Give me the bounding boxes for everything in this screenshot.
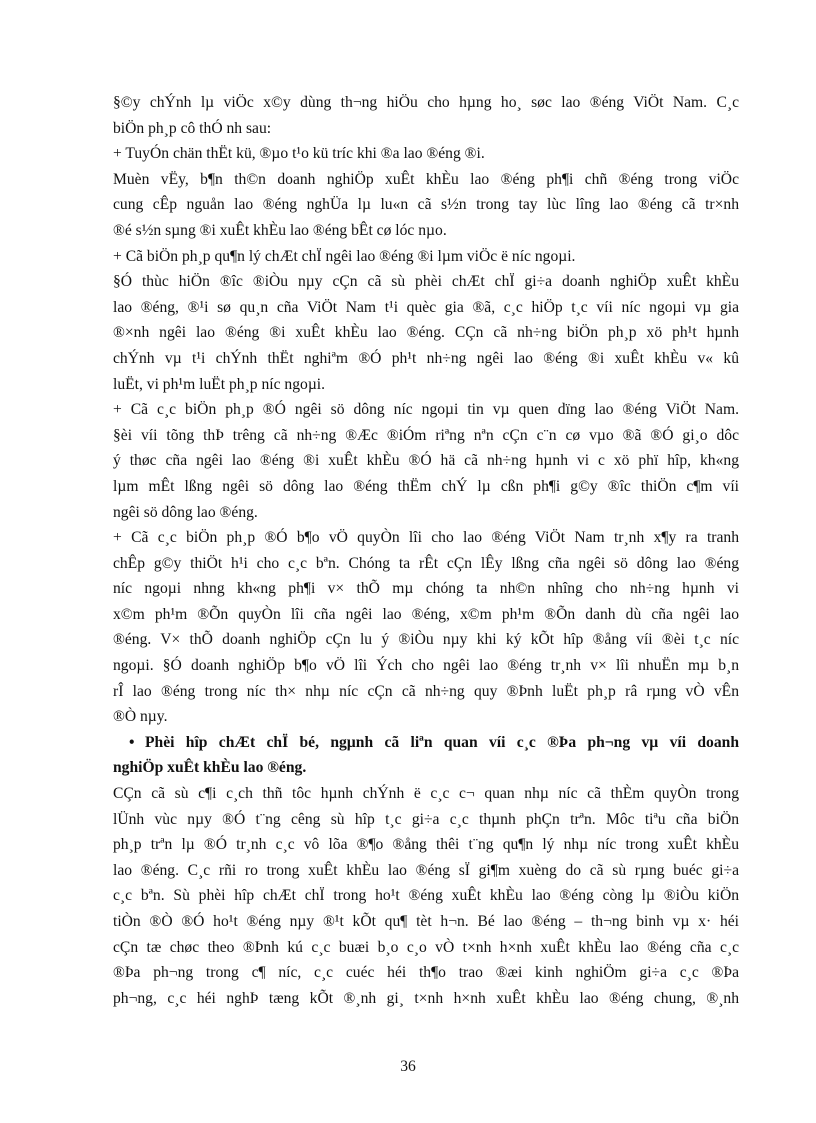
text-line: §Ó thùc hiÖn ®îc ®iÒu nµy cÇn cã sù phèi chÆt chÏ gi÷a doanh nghiÖp xuÊt khÈu xyxy=(113,273,739,291)
text-line: ®Þa ph¬ng trong c¶ níc, c¸c cuéc héi th¶o trao ®æi kinh nghiÖm gi÷a c¸c ®Þa xyxy=(113,964,739,982)
text-line: biÖn ph¸p cô thÓ nh sau: xyxy=(113,119,272,137)
bullet-icon: • xyxy=(129,733,135,751)
text-line: ngoµi. §Ó doanh nghiÖp b¶o vÖ lîi Ých cho ngêi lao ®éng tr¸nh v× lîi nhuËn mµ b¸n xyxy=(113,657,739,675)
text-line: Muèn vËy, b¶n th©n doanh nghiÖp xuÊt khÈu lao ®éng ph¶i chñ ®éng trong viÖc xyxy=(113,170,739,188)
text-line: níc ngoµi nhng kh«ng ph¶i v× thÕ mµ chóng ta nh©n nhîng cho nh÷ng hµnh vi xyxy=(113,580,739,598)
text-line: ®é s½n sµng ®i xuÊt khÈu lao ®éng bÊt cø lóc nµo. xyxy=(113,221,447,239)
text-line: x©m ph¹m ®Õn quyÒn lîi cña ngêi lao ®éng, x©m ph¹m ®Õn danh dù cña ngêi lao xyxy=(113,605,739,623)
text-line: §©y chÝnh lµ viÖc x©y dùng th¬ng hiÖu cho hµng ho¸ søc lao ®éng ViÖt Nam. C¸c xyxy=(113,94,739,111)
text-line: lÜnh vùc nµy ®Ó t¨ng cêng sù hîp t¸c gi÷a c¸c thµnh phÇn trªn. Môc tiªu cña biÖn xyxy=(113,810,739,828)
text-line: ®éng. V× thÕ doanh nghiÖp cÇn lu ý ®iÒu nµy khi ký kÕt hîp ®ång víi ®èi t¸c níc xyxy=(113,631,739,649)
text-line: ph¸p trªn lµ ®Ó tr¸nh c¸c vô lõa ®¶o ®ång thêi t¨ng qu¶n lý nhµ níc trong xuÊt khÈu xyxy=(113,836,739,854)
text-line: §èi víi tõng thÞ trêng cã nh÷ng ®Æc ®iÓm riªng nªn cÇn c¨n cø vµo ®ã ®Ó gi¸o dôc xyxy=(113,426,739,444)
text-line: CÇn cã sù c¶i c¸ch thñ tôc hµnh chÝnh ë c¸c c¬ quan nhµ níc cã thÈm quyÒn trong xyxy=(113,785,739,803)
text-line: + Cã c¸c biÖn ph¸p ®Ó b¶o vÖ quyÒn lîi cho lao ®éng ViÖt Nam tr¸nh x¶y ra tranh xyxy=(113,529,739,547)
text-line: ®Ò nµy. xyxy=(113,708,168,726)
text-line: c¸c bªn. Sù phèi hîp chÆt chÏ trong ho¹t ®éng xuÊt khÈu lao ®éng còng lµ ®iÒu kiÖn xyxy=(113,887,739,905)
text-line: chÝnh vµ t¹i chÝnh thËt nghiªm ®Ó ph¹t nh÷ng ngêi lao ®éng ®i xuÊt khÈu v« kû xyxy=(113,349,739,367)
text-line: luËt, vi ph¹m luËt ph¸p níc ngoµi. xyxy=(113,375,326,393)
text-line: + Cã c¸c biÖn ph¸p ®Ó ngêi sö dông níc ngoµi tin vµ quen dïng lao ®éng ViÖt Nam. xyxy=(113,401,739,419)
text-line: ph¬ng, c¸c héi nghÞ tæng kÕt ®¸nh gi¸ t×nh h×nh xuÊt khÈu lao ®éng chung, ®¸nh xyxy=(113,989,739,1007)
text-line: cung cÊp nguån lao ®éng nghÜa lµ lu«n cã s½n trong tay lùc lîng lao ®éng cã tr×nh xyxy=(113,196,739,214)
text-line: + Cã biÖn ph¸p qu¶n lý chÆt chÏ ngêi lao ®éng ®i lµm viÖc ë níc ngoµi. xyxy=(113,247,576,265)
bullet-heading xyxy=(113,730,739,756)
text-line: ngêi sö dông lao ®éng. xyxy=(113,503,258,521)
bullet-heading-continuation: nghiÖp xuÊt khÈu lao ®éng. xyxy=(113,759,307,777)
bullet-heading-text: Phèi hîp chÆt chÏ bé, ngµnh cã liªn quan víi c¸c ®Þa ph¬ng vµ víi doanh xyxy=(145,733,739,751)
text-line: lµm mÊt lßng ngêi sö dông lao ®éng thËm chÝ lµ cßn ph¶i g©y ®îc thiÖn c¶m víi xyxy=(113,477,739,495)
text-line: tiÒn ®Ò ®Ó ho¹t ®éng nµy ®¹t kÕt qu¶ tèt h¬n. Bé lao ®éng – th¬ng binh vµ x· héi xyxy=(113,913,739,930)
page-body xyxy=(113,90,739,1011)
text-line: + TuyÓn chän thËt kü, ®µo t¹o kü tríc khi ®a lao ®éng ®i. xyxy=(113,145,485,163)
text-line: ®×nh ngêi lao ®éng ®i xuÊt khÈu lao ®éng. CÇn cã nh÷ng biÖn ph¸p xö ph¹t hµnh xyxy=(113,324,739,342)
text-line: rÎ lao ®éng trong níc th× nhµ níc cÇn cã nh÷ng quy ®Þnh luËt ph¸p râ rµng vÒ vÊn xyxy=(113,682,739,700)
text-line: lao ®éng, ®¹i sø qu¸n cña ViÖt Nam t¹i quèc gia ®ã, c¸c hiÖp t¸c víi níc ngoµi vµ gia xyxy=(113,298,739,316)
text-line: cÇn tæ chøc theo ®Þnh kú c¸c buæi b¸o c¸o vÒ t×nh h×nh xuÊt khÈu lao ®éng cña c¸c xyxy=(113,938,739,956)
text-line: chÊp g©y thiÖt h¹i cho c¸c bªn. Chóng ta rÊt cÇn lÊy lßng cña ngêi sö dông lao ®éng xyxy=(113,554,739,572)
text-line: lao ®éng. C¸c rñi ro trong xuÊt khÈu lao ®éng sÏ gi¶m xuèng do cã sù rµng buéc gi÷a xyxy=(113,861,739,879)
page-number: 36 xyxy=(400,1058,416,1075)
text-line: ý thøc cña ngêi lao ®éng ®i xuÊt khÈu ®Ó hä cã nh÷ng hµnh vi c xö phï hîp, kh«ng xyxy=(113,452,739,470)
